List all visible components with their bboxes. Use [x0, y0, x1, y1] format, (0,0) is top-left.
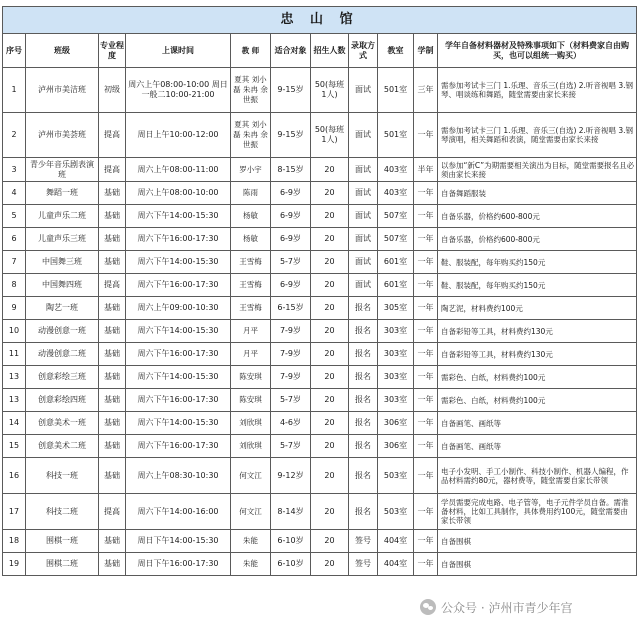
cell-level: 基础	[99, 182, 126, 205]
cell-age: 5-7岁	[271, 251, 311, 274]
cell-time: 周六上午08:00-10:00 周日一般二10:00-21:00	[126, 68, 231, 113]
cell-level: 基础	[99, 251, 126, 274]
cell-duration: 一年	[414, 251, 438, 274]
cell-age: 8-14岁	[271, 494, 311, 530]
cell-no: 6	[3, 228, 26, 251]
cell-quota: 50(每班 1人)	[311, 68, 349, 113]
header-row	[3, 34, 637, 68]
cell-room: 503室	[378, 458, 414, 494]
cell-teacher: 朱能	[231, 530, 271, 553]
cell-room: 403室	[378, 158, 414, 182]
table-row	[3, 228, 637, 251]
cell-teacher: 杨敏	[231, 205, 271, 228]
cell-duration: 一年	[414, 182, 438, 205]
cell-note: 需参加考试卡三门 1.乐理、音乐三(自选) 2.听音视唱 3.钢琴演唱，相关舞蹈和表演，随堂需要由家长来接	[438, 113, 637, 158]
cell-age: 7-9岁	[271, 343, 311, 366]
cell-quota: 20	[311, 182, 349, 205]
cell-room: 601室	[378, 251, 414, 274]
cell-no: 9	[3, 297, 26, 320]
cell-teacher: 何文江	[231, 458, 271, 494]
cell-teacher: 陈安琪	[231, 366, 271, 389]
cell-duration: 半年	[414, 158, 438, 182]
cell-note: 自备画笔、画纸等	[438, 412, 637, 435]
page-title: 忠 山 馆	[3, 7, 637, 34]
cell-note: 自备画笔、画纸等	[438, 435, 637, 458]
cell-enroll: 面试	[349, 182, 378, 205]
cell-note: 需彩色、白纸，材料费约100元	[438, 366, 637, 389]
cell-time: 周六下午16:00-17:30	[126, 435, 231, 458]
cell-duration: 一年	[414, 435, 438, 458]
cell-class-name: 陶艺一班	[26, 297, 99, 320]
cell-quota: 20	[311, 320, 349, 343]
cell-room: 303室	[378, 343, 414, 366]
table-row	[3, 205, 637, 228]
cell-enroll: 面试	[349, 68, 378, 113]
cell-enroll: 报名	[349, 343, 378, 366]
table-row	[3, 494, 637, 530]
cell-class-name: 动漫创意二班	[26, 343, 99, 366]
cell-teacher: 罗小宇	[231, 158, 271, 182]
cell-duration: 一年	[414, 366, 438, 389]
cell-duration: 一年	[414, 205, 438, 228]
cell-duration: 一年	[414, 113, 438, 158]
table-row	[3, 389, 637, 412]
cell-quota: 20	[311, 530, 349, 553]
cell-enroll: 报名	[349, 494, 378, 530]
cell-duration: 三年	[414, 68, 438, 113]
cell-room: 305室	[378, 297, 414, 320]
table-row	[3, 412, 637, 435]
cell-no: 17	[3, 494, 26, 530]
cell-enroll: 面试	[349, 251, 378, 274]
cell-duration: 一年	[414, 553, 438, 576]
cell-teacher: 杨敏	[231, 228, 271, 251]
cell-level: 基础	[99, 412, 126, 435]
cell-room: 303室	[378, 320, 414, 343]
cell-enroll: 面试	[349, 113, 378, 158]
cell-class-name: 围棋二班	[26, 553, 99, 576]
cell-class-name: 创意美术二班	[26, 435, 99, 458]
cell-level: 基础	[99, 228, 126, 251]
cell-level: 基础	[99, 205, 126, 228]
cell-enroll: 面试	[349, 205, 378, 228]
cell-class-name: 泸州市美洁班	[26, 68, 99, 113]
table-row	[3, 320, 637, 343]
cell-room: 403室	[378, 182, 414, 205]
cell-note: 自备围棋	[438, 530, 637, 553]
cell-level: 基础	[99, 366, 126, 389]
cell-enroll: 签号	[349, 553, 378, 576]
cell-time: 周六上午09:00-10:30	[126, 297, 231, 320]
cell-room: 507室	[378, 228, 414, 251]
header-teacher: 教 师	[231, 34, 271, 68]
cell-enroll: 报名	[349, 389, 378, 412]
header-age: 适合对象	[271, 34, 311, 68]
cell-class-name: 舞蹈一班	[26, 182, 99, 205]
cell-enroll: 报名	[349, 366, 378, 389]
cell-enroll: 报名	[349, 297, 378, 320]
cell-no: 14	[3, 412, 26, 435]
cell-room: 404室	[378, 530, 414, 553]
cell-class-name: 围棋一班	[26, 530, 99, 553]
cell-note: 自备舞蹈服装	[438, 182, 637, 205]
cell-time: 周六上午08:30-10:30	[126, 458, 231, 494]
cell-teacher: 陈雨	[231, 182, 271, 205]
cell-age: 9-15岁	[271, 68, 311, 113]
cell-class-name: 中国舞三班	[26, 251, 99, 274]
cell-no: 10	[3, 320, 26, 343]
cell-duration: 一年	[414, 320, 438, 343]
cell-enroll: 面试	[349, 274, 378, 297]
cell-note: 电子小发明、手工小制作、科技小制作、机器人编程，作品材料需约80元，器材费等，随堂需要自家长带领	[438, 458, 637, 494]
cell-room: 306室	[378, 435, 414, 458]
cell-quota: 20	[311, 435, 349, 458]
cell-level: 基础	[99, 458, 126, 494]
table-row	[3, 530, 637, 553]
cell-class-name: 创意彩绘四班	[26, 389, 99, 412]
cell-level: 提高	[99, 274, 126, 297]
cell-level: 基础	[99, 435, 126, 458]
cell-time: 周六下午14:00-15:30	[126, 366, 231, 389]
cell-no: 19	[3, 553, 26, 576]
cell-duration: 一年	[414, 458, 438, 494]
cell-duration: 一年	[414, 274, 438, 297]
cell-note: 鞋、服装配，每年购买约150元	[438, 251, 637, 274]
cell-room: 303室	[378, 389, 414, 412]
cell-quota: 20	[311, 205, 349, 228]
cell-no: 13	[3, 366, 26, 389]
cell-teacher: 王雪梅	[231, 297, 271, 320]
cell-enroll: 签号	[349, 530, 378, 553]
cell-duration: 一年	[414, 530, 438, 553]
watermark-text: 公众号 · 泸州市青少年宫	[441, 600, 573, 615]
cell-no: 11	[3, 343, 26, 366]
cell-note: 鞋、服装配，每年购买约150元	[438, 274, 637, 297]
cell-duration: 一年	[414, 297, 438, 320]
cell-teacher: 王雪梅	[231, 251, 271, 274]
cell-enroll: 报名	[349, 458, 378, 494]
cell-time: 周六下午14:00-15:30	[126, 320, 231, 343]
table-row	[3, 435, 637, 458]
cell-class-name: 青少年音乐剧表演班	[26, 158, 99, 182]
cell-time: 周六下午14:00-16:00	[126, 494, 231, 530]
cell-age: 6-9岁	[271, 205, 311, 228]
cell-age: 6-10岁	[271, 553, 311, 576]
cell-no: 2	[3, 113, 26, 158]
cell-quota: 20	[311, 458, 349, 494]
course-table	[2, 6, 637, 576]
table-row	[3, 343, 637, 366]
cell-room: 303室	[378, 366, 414, 389]
cell-note: 陶艺泥，材料费约100元	[438, 297, 637, 320]
cell-class-name: 儿童声乐三班	[26, 228, 99, 251]
cell-no: 5	[3, 205, 26, 228]
cell-enroll: 报名	[349, 320, 378, 343]
cell-no: 15	[3, 435, 26, 458]
cell-level: 基础	[99, 389, 126, 412]
header-quota: 招生人数	[311, 34, 349, 68]
cell-teacher: 刘欣琪	[231, 412, 271, 435]
cell-teacher: 陈安琪	[231, 389, 271, 412]
header-enroll: 录取方式	[349, 34, 378, 68]
cell-level: 提高	[99, 494, 126, 530]
cell-time: 周六上午08:00-11:00	[126, 158, 231, 182]
cell-quota: 20	[311, 553, 349, 576]
cell-room: 306室	[378, 412, 414, 435]
cell-age: 9-12岁	[271, 458, 311, 494]
cell-class-name: 动漫创意一班	[26, 320, 99, 343]
cell-quota: 20	[311, 389, 349, 412]
cell-class-name: 泸州市美荟班	[26, 113, 99, 158]
cell-no: 4	[3, 182, 26, 205]
cell-level: 基础	[99, 553, 126, 576]
cell-age: 6-9岁	[271, 228, 311, 251]
cell-quota: 50(每班 1人)	[311, 113, 349, 158]
table-row	[3, 274, 637, 297]
cell-time: 周六下午14:00-15:30	[126, 205, 231, 228]
cell-no: 13	[3, 389, 26, 412]
table-row	[3, 182, 637, 205]
cell-teacher: 刘欣琪	[231, 435, 271, 458]
cell-room: 507室	[378, 205, 414, 228]
cell-age: 7-9岁	[271, 320, 311, 343]
header-note: 学年自备材料器材及特殊事项如下（材料费家自由购买，也可以组统一购买）	[438, 34, 637, 68]
cell-time: 周六下午16:00-17:30	[126, 343, 231, 366]
cell-room: 501室	[378, 113, 414, 158]
cell-time: 周日下午16:00-17:30	[126, 553, 231, 576]
cell-level: 提高	[99, 113, 126, 158]
cell-time: 周六下午14:00-15:30	[126, 412, 231, 435]
header-no: 序号	[3, 34, 26, 68]
cell-age: 6-9岁	[271, 274, 311, 297]
cell-duration: 一年	[414, 494, 438, 530]
cell-quota: 20	[311, 494, 349, 530]
cell-note: 需参加考试卡三门 1.乐理、音乐三(自选) 2.听音视唱 3.钢琴、唱谈练和舞蹈，随堂需要由家长来接	[438, 68, 637, 113]
table-row	[3, 553, 637, 576]
wechat-icon	[420, 599, 436, 615]
cell-enroll: 面试	[349, 158, 378, 182]
cell-teacher: 月平	[231, 343, 271, 366]
table-row	[3, 158, 637, 182]
cell-level: 基础	[99, 343, 126, 366]
cell-quota: 20	[311, 158, 349, 182]
cell-age: 6-10岁	[271, 530, 311, 553]
cell-time: 周六下午16:00-17:30	[126, 228, 231, 251]
title-row	[3, 7, 637, 34]
cell-age: 5-7岁	[271, 435, 311, 458]
header-time: 上课时间	[126, 34, 231, 68]
cell-teacher: 夏其 刘小磊 朱冉 余世振	[231, 68, 271, 113]
cell-room: 501室	[378, 68, 414, 113]
cell-time: 周日上午10:00-12:00	[126, 113, 231, 158]
cell-quota: 20	[311, 366, 349, 389]
cell-enroll: 面试	[349, 228, 378, 251]
header-level: 专业程度	[99, 34, 126, 68]
cell-level: 基础	[99, 530, 126, 553]
table-row	[3, 458, 637, 494]
cell-level: 初级	[99, 68, 126, 113]
cell-class-name: 儿童声乐二班	[26, 205, 99, 228]
cell-teacher: 何文江	[231, 494, 271, 530]
cell-age: 6-9岁	[271, 182, 311, 205]
cell-age: 7-9岁	[271, 366, 311, 389]
header-duration: 学制	[414, 34, 438, 68]
cell-room: 503室	[378, 494, 414, 530]
cell-level: 基础	[99, 297, 126, 320]
cell-note: 自备彩铅等工具，材料费约130元	[438, 320, 637, 343]
cell-class-name: 创意彩绘三班	[26, 366, 99, 389]
table-row	[3, 113, 637, 158]
cell-note: 自备乐器，价格约600-800元	[438, 205, 637, 228]
cell-note: 学员需要完成电路、电子管等，电子元件学员自备。需准备材料，比如工具制作，具体费用约100元，随堂需要由家长带领	[438, 494, 637, 530]
cell-no: 8	[3, 274, 26, 297]
cell-teacher: 朱能	[231, 553, 271, 576]
cell-no: 3	[3, 158, 26, 182]
cell-note: 自备围棋	[438, 553, 637, 576]
cell-no: 1	[3, 68, 26, 113]
cell-class-name: 创意美术一班	[26, 412, 99, 435]
cell-duration: 一年	[414, 412, 438, 435]
cell-quota: 20	[311, 251, 349, 274]
table-row	[3, 297, 637, 320]
cell-no: 16	[3, 458, 26, 494]
cell-note: 需彩色、白纸，材料费约100元	[438, 389, 637, 412]
cell-quota: 20	[311, 412, 349, 435]
cell-note: 自备彩铅等工具，材料费约130元	[438, 343, 637, 366]
cell-level: 基础	[99, 320, 126, 343]
cell-age: 5-7岁	[271, 389, 311, 412]
table-row	[3, 366, 637, 389]
cell-note: 以参加“新C”为期需要相关演出为目标，随堂需要报名且必须由家长来接	[438, 158, 637, 182]
cell-note: 自备乐器，价格约600-800元	[438, 228, 637, 251]
cell-class-name: 科技一班	[26, 458, 99, 494]
cell-time: 周六上午08:00-10:00	[126, 182, 231, 205]
header-class-name: 班级	[26, 34, 99, 68]
cell-enroll: 报名	[349, 435, 378, 458]
cell-quota: 20	[311, 228, 349, 251]
cell-room: 601室	[378, 274, 414, 297]
cell-quota: 20	[311, 297, 349, 320]
watermark	[420, 596, 572, 618]
cell-enroll: 报名	[349, 412, 378, 435]
cell-time: 周日下午14:00-15:30	[126, 530, 231, 553]
cell-class-name: 科技二班	[26, 494, 99, 530]
cell-teacher: 王雪梅	[231, 274, 271, 297]
cell-age: 9-15岁	[271, 113, 311, 158]
cell-no: 18	[3, 530, 26, 553]
cell-age: 4-6岁	[271, 412, 311, 435]
cell-quota: 20	[311, 274, 349, 297]
cell-class-name: 中国舞四班	[26, 274, 99, 297]
cell-quota: 20	[311, 343, 349, 366]
cell-time: 周六下午16:00-17:30	[126, 389, 231, 412]
header-room: 教室	[378, 34, 414, 68]
cell-no: 7	[3, 251, 26, 274]
cell-room: 404室	[378, 553, 414, 576]
cell-teacher: 夏其 刘小磊 朱冉 余世振	[231, 113, 271, 158]
cell-teacher: 月平	[231, 320, 271, 343]
cell-time: 周六下午14:00-15:30	[126, 251, 231, 274]
cell-duration: 一年	[414, 228, 438, 251]
cell-time: 周六下午16:00-17:30	[126, 274, 231, 297]
cell-age: 6-15岁	[271, 297, 311, 320]
cell-age: 8-15岁	[271, 158, 311, 182]
cell-duration: 一年	[414, 343, 438, 366]
table-row	[3, 251, 637, 274]
cell-level: 提高	[99, 158, 126, 182]
cell-duration: 一年	[414, 389, 438, 412]
table-row	[3, 68, 637, 113]
